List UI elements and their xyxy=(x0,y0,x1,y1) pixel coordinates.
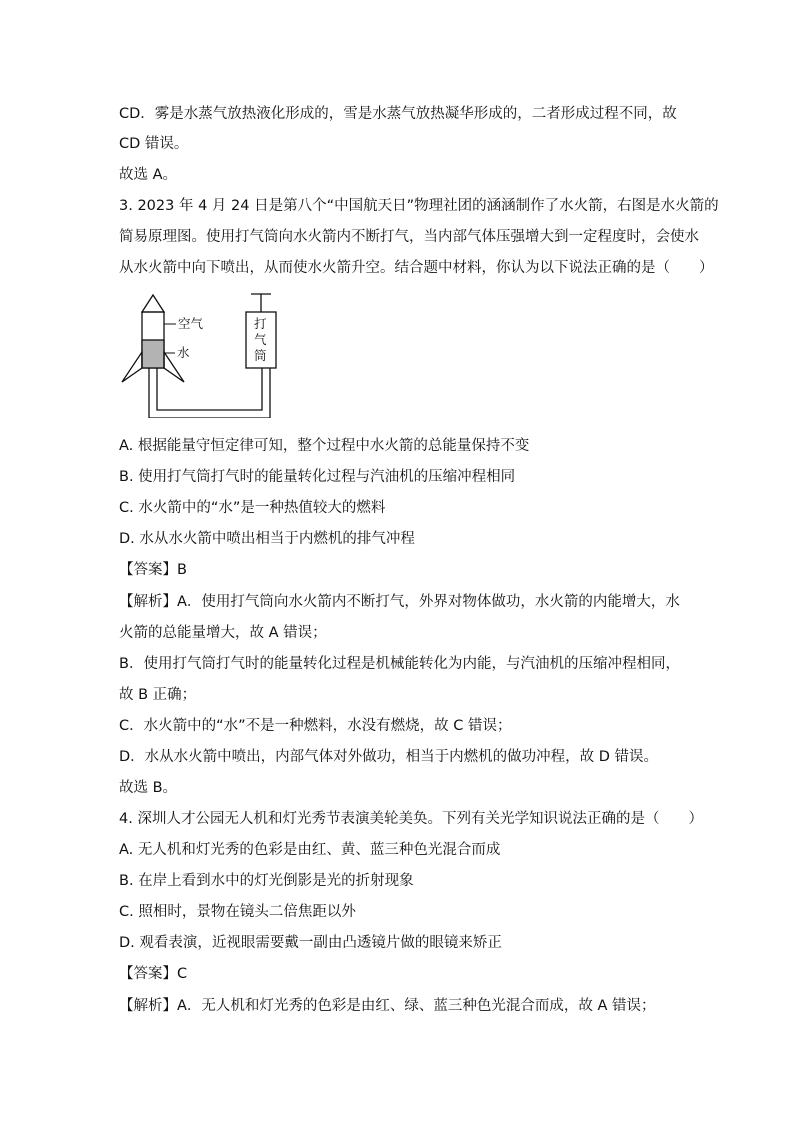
option-a: A. 根据能量守恒定律可知，整个过程中水火箭的总能量保持不变 xyxy=(119,438,530,454)
pump-label-char: 打 xyxy=(254,316,267,331)
option-c: C. 照相时，景物在镜头二倍焦距以外 xyxy=(119,904,356,920)
rocket-nose xyxy=(142,295,164,312)
label-water: 水 xyxy=(177,345,190,360)
label-air: 空气 xyxy=(178,316,204,331)
water-rocket-diagram xyxy=(118,290,294,418)
option-d: D. 水从水火箭中喷出相当于内燃机的排气冲程 xyxy=(119,531,415,547)
pump-label-char: 气 xyxy=(254,332,267,347)
analysis-line: 火箭的总能量增大，故 A 错误； xyxy=(119,625,327,641)
text-line: 故选 B。 xyxy=(119,780,178,796)
pump-label-char: 筒 xyxy=(254,348,267,363)
text-line: 故选 A。 xyxy=(119,167,178,183)
analysis-line: C．水火箭中的“水”不是一种燃料，水没有燃烧，故 C 错误； xyxy=(119,718,512,734)
analysis-line: B．使用打气筒打气时的能量转化过程是机械能转化为内能，与汽油机的压缩冲程相同， xyxy=(119,656,680,672)
analysis-line: 故 B 正确； xyxy=(119,687,197,703)
question-3-line: 3. 2023 年 4 月 24 日是第八个“中国航天日”物理社团的涵涵制作了水火箭，右图是水火箭的 xyxy=(119,198,719,214)
option-a: A. 无人机和灯光秀的色彩是由红、黄、蓝三种色光混合而成 xyxy=(119,842,501,858)
analysis-line: 【解析】A．使用打气筒向水火箭内不断打气，外界对物体做功，水火箭的内能增大，水 xyxy=(119,594,680,610)
question-3-line: 从水火箭中向下喷出，从而使水火箭升空。结合题中材料，你认为以下说法正确的是（ ） xyxy=(119,260,714,276)
question-4-line: 4. 深圳人才公园无人机和灯光秀节表演美轮美奂。下列有关光学知识说法正确的是（ ） xyxy=(119,811,703,827)
answer-line: 【答案】C xyxy=(119,966,188,982)
answer-line: 【答案】B xyxy=(119,562,187,578)
rocket-fin-left xyxy=(122,352,142,382)
option-d: D. 观看表演，近视眼需要戴一副由凸透镜片做的眼镜来矫正 xyxy=(119,935,502,951)
text-line: CD 错误。 xyxy=(119,136,189,152)
analysis-line: D．水从水火箭中喷出，内部气体对外做功，相当于内燃机的做功冲程，故 D 错误。 xyxy=(119,749,659,765)
option-c: C. 水火箭中的“水”是一种热值较大的燃料 xyxy=(119,500,386,516)
option-b: B. 使用打气筒打气时的能量转化过程与汽油机的压缩冲程相同 xyxy=(119,469,516,485)
analysis-line: 【解析】A．无人机和灯光秀的色彩是由红、绿、蓝三种色光混合而成，故 A 错误； xyxy=(119,998,656,1014)
text-line: CD．雾是水蒸气放热液化形成的，雪是水蒸气放热凝华形成的，二者形成过程不同，故 xyxy=(119,106,677,122)
option-b: B. 在岸上看到水中的灯光倒影是光的折射现象 xyxy=(119,873,414,889)
question-3-line: 简易原理图。使用打气筒向水火箭内不断打气，当内部气体压强增大到一定程度时，会使水 xyxy=(119,229,699,245)
rocket-water xyxy=(142,340,164,368)
